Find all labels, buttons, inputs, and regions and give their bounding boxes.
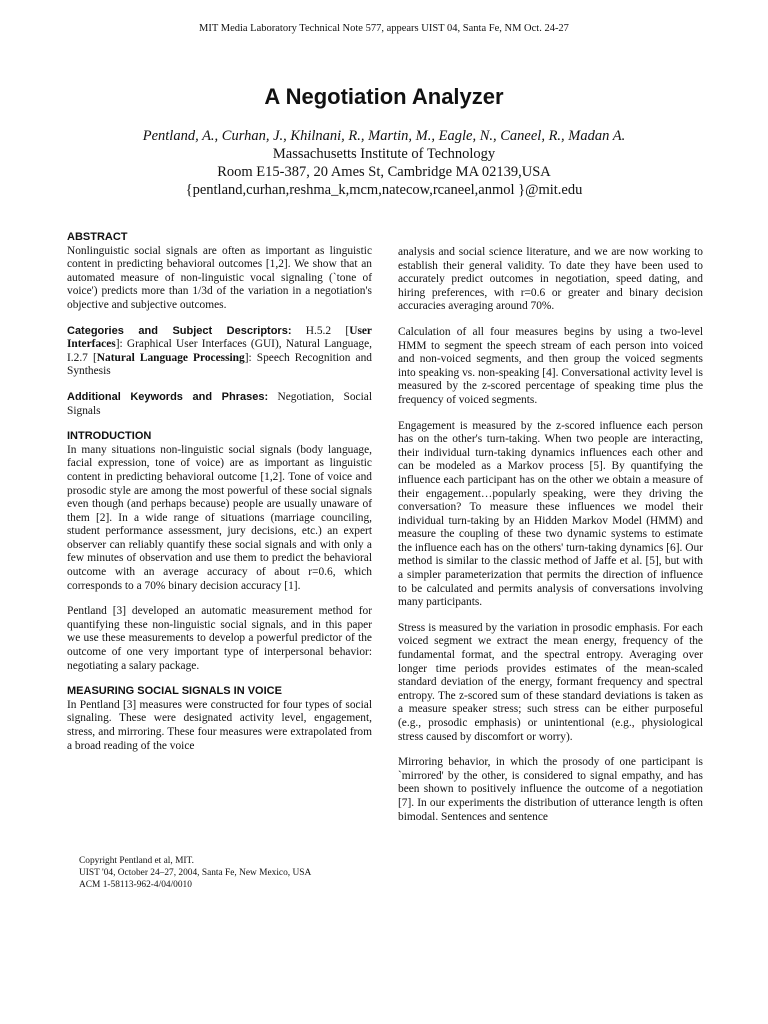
keywords-text: Negotiation, Social Signals	[67, 390, 372, 417]
copyright-notice	[79, 855, 379, 891]
introduction-heading: INTRODUCTION	[67, 430, 152, 443]
right-p1: analysis and social science literature, and we are now working to establish their general validity. To date they have been used to accurately predict outcomes in negotiation, speed dating, and hiring preferences, with r=0.6 or greater and binary decision accuracies averaging around 70%.	[398, 246, 703, 313]
emails: {pentland,curhan,reshma_k,mcm,natecow,rcaneel,anmol }@mit.edu	[185, 182, 583, 198]
author-block	[0, 127, 768, 199]
affiliation: Massachusetts Institute of Technology	[272, 146, 496, 162]
introduction-p2: Pentland [3] developed an automatic measurement method for quantifying these non-linguistic social signals, and in this paper we use these measurements to develop a powerful predictor of the outcome of one very important type of interpersonal behavior: negotiating a salary package.	[67, 605, 372, 672]
copyright-line-1: Copyright Pentland et al, MIT.	[79, 856, 194, 866]
copyright-line-2: UIST '04, October 24–27, 2004, Santa Fe, New Mexico, USA	[79, 868, 312, 878]
categories-text-1: H.5.2 [	[291, 324, 350, 337]
keywords-paragraph	[67, 391, 372, 418]
address: Room E15-387, 20 Ames St, Cambridge MA 02139,USA	[217, 164, 551, 180]
abstract-text: Nonlinguistic social signals are often as important as linguistic content in predicting behavioral outcomes [1,2]. We show that an automated measure of non-linguistic vocal signaling (`tone of voice') predicts more than 1/3d of the variation in a negotiation's objective and subjective outcomes.	[67, 244, 372, 311]
author-names: Pentland, A., Curhan, J., Khilnani, R., Martin, M., Eagle, N., Caneel, R., Madan A.	[142, 128, 626, 144]
categories-label: Categories and Subject Descriptors:	[67, 324, 292, 337]
categories-bold-2: Natural Language Processing	[96, 351, 245, 364]
right-p5: Mirroring behavior, in which the prosody of one participant is `mirrored' by the other, is considered to signal empathy, and has been shown to positively influence the outcome of a negotiation [7]. In our experiments the distribution of utterance length is often bimodal. Sentences and sentence	[398, 756, 703, 823]
left-column	[67, 231, 372, 765]
abstract-heading: ABSTRACT	[67, 231, 128, 243]
header-note: MIT Media Laboratory Technical Note 577, appears UIST 04, Santa Fe, NM Oct. 24-27	[199, 23, 569, 34]
measuring-heading: MEASURING SOCIAL SIGNALS IN VOICE	[67, 685, 282, 698]
paper-title: A Negotiation Analyzer	[264, 84, 504, 109]
introduction-p1: In many situations non-linguistic social signals (body language, facial expression, tone of voice) are as important as linguistic content in predicting behavioral outcome [1,2]. Tone of voice and prosodic style are among the most powerful of these social signals even though (and perhaps because) people are usually unaware of them [2]. In a wide range of situations (marriage counciling, student performance assessment, jury decisions, etc.) an expert observer can reliably quantify these social signals and with only a few minutes of observation and use them to predict the behavioral outcome with an average accuracy of about r=0.6, which corresponds to a 70% binary decision accuracy [1].	[67, 443, 372, 592]
categories-text-3: ]: Speech Recognition and Synthesis	[67, 351, 372, 378]
categories-paragraph	[67, 325, 372, 379]
keywords-label: Additional Keywords and Phrases:	[67, 390, 269, 403]
copyright-line-3: ACM 1-58113-962-4/04/0010	[79, 880, 192, 890]
right-p3: Engagement is measured by the z-scored influence each person has on the other's turn-taking. When two people are interacting, their individual turn-taking dynamics influences each other and can be modeled as a Markov process [5]. By quantifying the influence each participant has on the other we obtain a measure of their engagement…popularly speaking, were they driving the conversation? To measure these influences we model their individual turn-taking by an Hidden Markov Model (HMM) and measure the coupling of these two dynamic systems to estimate the influence each has on the others' turn-taking dynamics [6]. Our method is similar to the classic method of Jaffe et al. [5], but with a simpler parameterization that permits the direction of influence to be calculated and permits analysis of conversations involving many participants.	[398, 419, 703, 609]
measuring-p1: In Pentland [3] measures were constructed for four types of social signaling. These were designated activity level, engagement, stress, and mirroring. These four measures were extrapolated from a broad reading of the voice	[67, 698, 372, 752]
right-column	[398, 246, 703, 836]
categories-text-2: ]: Graphical User Interfaces (GUI), Natural Language, I.2.7 [	[67, 338, 372, 364]
categories-bold-1: User Interfaces	[67, 324, 372, 351]
right-p2: Calculation of all four measures begins by using a two-level HMM to segment the speech stream of each person into voiced and non-voiced segments, and then group the voiced segments into speaking vs. non-speaking [4]. Conversational activity level is measured by the z-scored percentage of speaking time plus the frequency of voiced segments.	[398, 325, 703, 406]
right-p4: Stress is measured by the variation in prosodic emphasis. For each voiced segment we extract the mean energy, frequency of the fundamental format, and the spectral entropy. Averaging over longer time periods provides estimates of the mean-scaled standard deviation of the energy, formant frequency and spectral entropy. The z-scored sum of these standard deviations is taken as a measure speaker stress; such stress can be either purposeful (e.g., prosodic emphasis) or unintentional (e.g., physiological stress caused by discomfort or worry).	[398, 621, 703, 743]
